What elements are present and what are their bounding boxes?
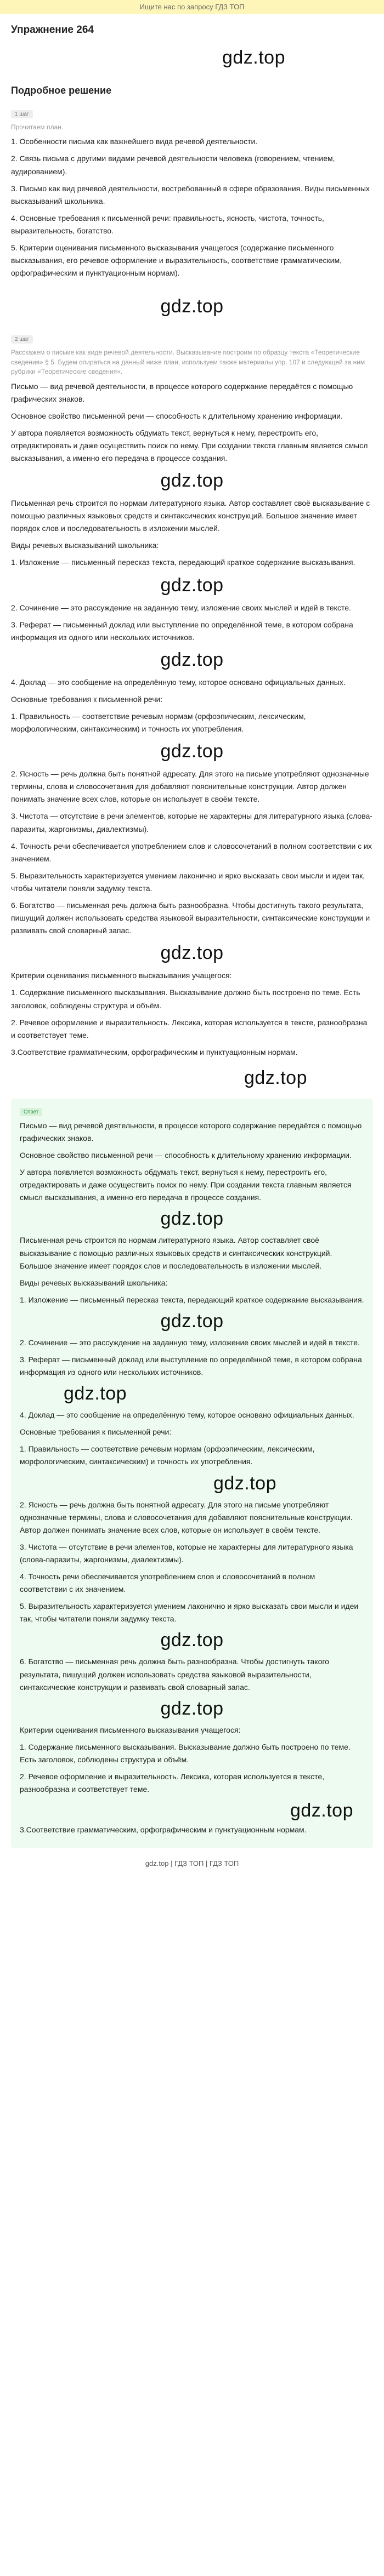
paragraph: 2. Ясность — речь должна быть понятной адресату. Для этого на письме употребляют однозначные термины, слова и словосочетания для добавляют пояснительные конструкции. Автор должен понимать значение всех слов, которые он использует в своём тексте. [20, 1500, 353, 1534]
step-1 [11, 108, 373, 279]
answer-chip: Ответ [20, 1108, 42, 1116]
paragraph: 5. Выразительность характеризуется умением лаконично и ярко высказать свои мысли и идеи так, чтобы читатели поняли задумку текста. [11, 871, 365, 893]
paragraph: 2. Сочинение — это рассуждение на заданную тему, изложение своих мыслей и идей в тексте. [11, 603, 351, 612]
watermark: gdz.top [213, 1472, 276, 1494]
watermark: gdz.top [160, 649, 224, 670]
paragraph: 3.Соответствие грамматическим, орфографическим и пунктуационным нормам. [11, 1047, 298, 1056]
paragraph: Письменная речь строится по нормам литературного языка. Автор составляет своё высказывание с помощью различных языковых средств и синтаксических конструкций. Большое значение имеет порядок слов и последовательность в изложении мыслей. [11, 499, 370, 533]
step-description: Расскажем о письме как виде речевой деятельности. Высказывание построим по образцу текста «Теоретические сведения» § 5. Будем опираться на данный ниже план, используем также материалы упр. 107 и следующей за ним рубрики «Теоретические сведения». [11, 349, 365, 376]
paragraph: 6. Богатство — письменная речь должна быть разнообразна. Чтобы достигнуть такого результата, пишущий должен использовать средства языковой выразительности, синтаксические конструкции и развивать свой словарный запас. [20, 1657, 329, 1692]
search-banner[interactable]: Ищите нас по запросу ГДЗ ТОП [0, 0, 384, 14]
footer-links[interactable]: gdz.top | ГДЗ ТОП | ГДЗ ТОП [145, 1859, 239, 1868]
page-title: Упражнение 264 [11, 24, 94, 36]
paragraph: 1. Правильность — соответствие речевым нормам (орфоэпическим, лексическим, морфологическим, синтаксическим) и точность их употребления. [11, 712, 306, 734]
paragraph: 4. Доклад — это сообщение на определённую тему, которое основано официальных данных. [20, 1410, 354, 1420]
watermark: gdz.top [160, 943, 224, 964]
paragraph: Виды речевых высказываний школьника: [20, 1278, 168, 1287]
plan-item: 3. Письмо как вид речевой деятельности, востребованный в сфере образования. Виды письменных высказываний школьника. [11, 184, 370, 205]
paragraph: 4. Доклад — это сообщение на определённую тему, которое основано официальных данных. [11, 677, 346, 687]
paragraph: 2. Речевое оформление и выразительность. Лексика, которая используется в тексте, разнообразна и соответствует теме. [20, 1772, 325, 1794]
paragraph: Виды речевых высказываний школьника: [11, 541, 159, 550]
paragraph: 3.Соответствие грамматическим, орфографическим и пунктуационным нормам. [20, 1825, 307, 1835]
paragraph: 2. Сочинение — это рассуждение на заданную тему, изложение своих мыслей и идей в тексте. [20, 1338, 360, 1347]
paragraph: Основные требования к письменной речи: [20, 1427, 172, 1437]
step-2 [11, 334, 373, 1059]
watermark: gdz.top [160, 741, 224, 762]
paragraph: 1. Правильность — соответствие речевым нормам (орфоэпическим, лексическим, морфологическим, синтаксическим) и точность их употребления. [20, 1444, 315, 1466]
paragraph: Основные требования к письменной речи: [11, 694, 163, 704]
paragraph: 3. Чистота — отсутствие в речи элементов, которые не характерны для литературного языка (слова-паразиты, жаргонизмы, диалектизмы). [11, 812, 372, 833]
paragraph: 2. Ясность — речь должна быть понятной адресату. Для этого на письме употребляют однозначные термины, слова и словосочетания для добавляют пояснительные конструкции. Автор должен понимать значение всех слов, которые он использует в своём тексте. [11, 769, 369, 804]
paragraph: Основное свойство письменной речи — способность к длительному хранению информации. [11, 411, 343, 420]
watermark: gdz.top [160, 574, 224, 596]
step-chip: 2 шаг [11, 335, 33, 344]
paragraph: 6. Богатство — письменная речь должна быть разнообразна. Чтобы достигнуть такого результата, пишущий должен использовать средства языковой выразительности, синтаксические конструкции и развивать свой словарный запас. [11, 901, 370, 935]
paragraph: 4. Точность речи обеспечивается употреблением слов и словосочетаний в полном соответствии с их значением. [11, 841, 372, 863]
watermark: gdz.top [160, 296, 224, 317]
watermark: gdz.top [64, 1383, 127, 1404]
paragraph: 3. Чистота — отсутствие в речи элементов, которые не характерны для литературного языка (слова-паразиты, жаргонизмы, диалектизмы). [20, 1542, 353, 1564]
paragraph: 2. Речевое оформление и выразительность. Лексика, которая используется в тексте, разнообразна и соответствует теме. [11, 1018, 368, 1039]
paragraph: Критерии оценивания письменного высказывания учащегося: [11, 971, 232, 980]
paragraph: 1. Изложение — письменный пересказ текста, передающий краткое содержание высказывания. [20, 1295, 364, 1304]
watermark: gdz.top [222, 47, 285, 68]
subtitle: Подробное решение [11, 85, 112, 96]
plan-item: 5. Критерии оценивания письменного высказывания учащегося (содержание письменного высказывания, его речевое оформление и выразительность, соответствие грамматическим, орфографическим и пунктуационным нормам). [11, 243, 342, 278]
step-description: Прочитаем план. [11, 123, 64, 131]
step-chip: 1 шаг [11, 110, 33, 118]
paragraph: 4. Точность речи обеспечивается употреблением слов и словосочетаний в полном соответствии с их значением. [20, 1572, 315, 1594]
watermark: gdz.top [244, 1067, 307, 1088]
paragraph: Письмо — вид речевой деятельности, в процессе которого содержание передаётся с помощью графических знаков. [11, 381, 353, 403]
plan-item: 1. Особенности письма как важнейшего вида речевой деятельности. [11, 137, 258, 146]
plan-item: 2. Связь письма с другими видами речевой деятельности человека (говорением, чтением, аудированием). [11, 154, 335, 176]
watermark: gdz.top [160, 470, 224, 492]
watermark: gdz.top [160, 1630, 224, 1651]
paragraph: 1. Содержание письменного высказывания. Высказывание должно быть построено по теме. Есть заголовок, соблюдены структура и объём. [20, 1742, 351, 1764]
watermark: gdz.top [160, 1698, 224, 1719]
paragraph: Письменная речь строится по нормам литературного языка. Автор составляет своё высказывание с помощью различных языковых средств и синтаксических конструкций. Большое значение имеет порядок слов и последовательность в изложении мыслей. [20, 1236, 332, 1270]
paragraph: Критерии оценивания письменного высказывания учащегося: [20, 1725, 241, 1734]
paragraph: 1. Изложение — письменный пересказ текста, передающий краткое содержание высказывания. [11, 558, 355, 567]
paragraph: 3. Реферат — письменный доклад или выступление по определённой теме, в котором собрана информация из одного или нескольких источников. [11, 620, 353, 642]
paragraph: Основное свойство письменной речи — способность к длительному хранению информации. [20, 1151, 352, 1160]
watermark: gdz.top [160, 1310, 224, 1332]
plan-item: 4. Основные требования к письменной речи: правильность, ясность, чистота, точность, выразительность, богатство. [11, 213, 324, 235]
paragraph: Письмо — вид речевой деятельности, в процессе которого содержание передаётся с помощью графических знаков. [20, 1121, 362, 1143]
paragraph: У автора появляется возможность обдумать текст, вернуться к нему, перестроить его, отредактировать и даже осуществить поиск по нему. При создании текста главным является смысл высказывания, а именно его передача в процессе создания. [11, 428, 368, 462]
watermark: gdz.top [290, 1800, 353, 1821]
paragraph: 3. Реферат — письменный доклад или выступление по определённой теме, в котором собрана информация из одного или нескольких источников. [20, 1355, 362, 1377]
main-content [0, 24, 384, 1867]
paragraph: У автора появляется возможность обдумать текст, вернуться к нему, перестроить его, отредактировать и даже осуществить поиск по нему. При создании текста главным является смысл высказывания, а именно его передача в процессе создания. [20, 1168, 352, 1202]
paragraph: 5. Выразительность характеризуется умением лаконично и ярко высказать свои мысли и идеи так, чтобы читатели поняли задумку текста. [20, 1602, 359, 1624]
answer-block [11, 1099, 373, 1848]
paragraph: 1. Содержание письменного высказывания. Высказывание должно быть построено по теме. Есть заголовок, соблюдены структура и объём. [11, 988, 360, 1010]
watermark: gdz.top [160, 1208, 224, 1230]
